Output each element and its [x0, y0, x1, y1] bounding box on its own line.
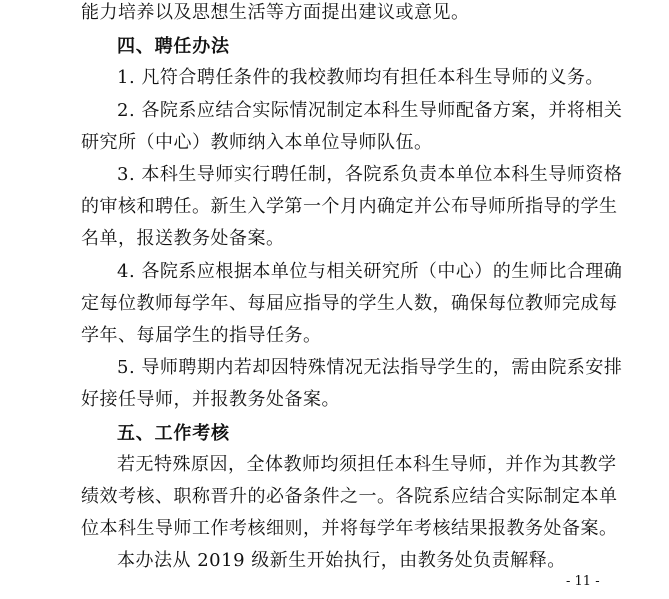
paragraph-line: 学年、每届学生的指导任务。 [81, 325, 322, 346]
paragraph-line: 定每位教师每学年、每届应指导的学生人数，确保每位教师完成每 [81, 293, 618, 314]
paragraph-line: 4. 各院系应根据本单位与相关研究所（中心）的生师比合理确 [117, 261, 623, 282]
paragraph-line: 若无特殊原因，全体教师均须担任本科生导师，并作为其教学 [117, 454, 617, 475]
paragraph-line: 名单，报送教务处备案。 [81, 228, 285, 249]
section-heading-4: 四、聘任办法 [117, 36, 230, 57]
page-number: - 11 - [566, 574, 600, 589]
paragraph-line: 本办法从 2019 级新生开始执行，由教务处负责解释。 [117, 550, 566, 571]
paragraph-line: 绩效考核、职称晋升的必备条件之一。各院系应结合实际制定本单 [81, 486, 618, 507]
paragraph-line: 的审核和聘任。新生入学第一个月内确定并公布导师所指导的学生 [81, 196, 618, 217]
paragraph-line: 研究所（中心）教师纳入本单位导师队伍。 [81, 132, 433, 153]
paragraph-line: 5. 导师聘期内若却因特殊情况无法指导学生的，需由院系安排 [117, 357, 623, 378]
paragraph-line: 位本科生导师工作考核细则，并将每学年考核结果报教务处备案。 [81, 518, 618, 539]
section-heading-5: 五、工作考核 [117, 423, 230, 444]
text-line: 能力培养以及思想生活等方面提出建议或意见。 [81, 2, 470, 23]
paragraph-line: 1. 凡符合聘任条件的我校教师均有担任本科生导师的义务。 [117, 67, 604, 88]
paragraph-line: 2. 各院系应结合实际情况制定本科生导师配备方案，并将相关 [117, 100, 623, 121]
paragraph-line: 好接任导师，并报教务处备案。 [81, 389, 340, 410]
paragraph-line: 3. 本科生导师实行聘任制，各院系负责本单位本科生导师资格 [117, 164, 623, 185]
